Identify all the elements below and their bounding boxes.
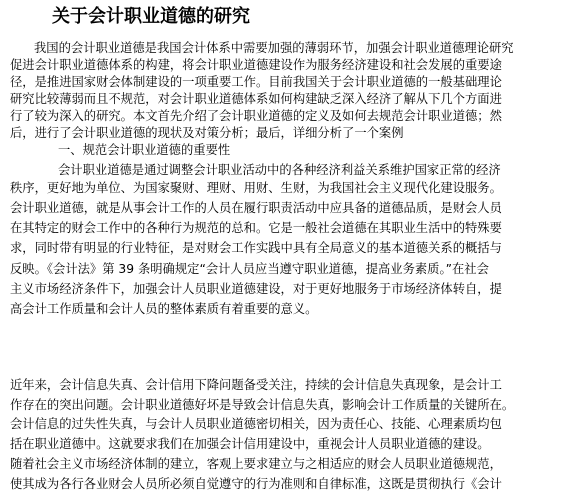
section-line-5: 求，同时带有明显的行业特征，是对财会工作实践中具有全局意义的基本道德关系的概括与 [10,241,502,255]
document-title: 关于会计职业道德的研究 [52,6,250,27]
section-line-1: 会计职业道德是通过调整会计职业活动中的各种经济利益关系维护国家正常的经济 [58,163,501,177]
section-line-7: 主义市场经济条件下，加强会计人员职业道德建设，对于更好地服务于市场经济体转自，提 [10,282,502,296]
paragraph2-line-3: 会计信息的过失性失真，与会计人员职业道德密切相关，因为责任心、技能、心理素质均包 [10,417,502,431]
section-heading: 一、规范会计职业道德的重要性 [58,143,231,157]
intro-line-3: 径，是推进国家财会体制建设的一项重要工作。目前我国关于会计职业道德的一般基础理论 [10,75,502,89]
section-line-8: 高会计工作质量和会计人员的整体素质有着重要的意义。 [10,302,318,316]
paragraph2-line-2: 作存在的突出问题。会计职业道德好坏是导致会计信息失真，影响会计工作质量的关键所在。 [10,398,515,412]
section-line-3: 会计职业道德，就是从事会计工作的人员在履行职责活动中应具备的道德品质，是财会人员 [10,201,502,215]
intro-line-2: 促进会计职业道德体系的构建，将会计职业道德建设作为服务经济建设和社会发展的重要途 [10,58,502,72]
paragraph2-line-5: 随着社会主义市场经济体制的建立，客观上要求建立与之相适应的财会人员职业道德规范， [10,457,502,471]
paragraph2-line-6: 使其成为各行各业财会人员所必须自觉遵守的行为准则和自律标准，这既是贯彻执行《会计 [10,477,502,491]
section-line-2: 秩序，更好地为单位、为国家聚财、理财、用财、生财，为我国社会主义现代化建设服务。 [10,181,502,195]
intro-line-6: 后，进行了会计职业道德的现状及对策分析；最后，详细分析了一个案例 [10,126,404,140]
intro-line-5: 行了较为深入的研究。本文首先介绍了会计职业道德的定义及如何去规范会计职业道德；然 [10,109,502,123]
intro-line-4: 研究比较薄弱而且不规范，对会计职业道德体系如何构建缺乏深入经济了解从下几个方面进 [10,92,502,106]
intro-line-1: 我国的会计职业道德是我国会计体系中需要加强的薄弱环节，加强会计职业道德理论研究 [34,41,514,55]
paragraph2-line-4: 括在职业道德中。这就要求我们在加强会计信用建设中，重视会计人员职业道德的建设。 [10,437,490,451]
paragraph2-line-1: 近年来，会计信息失真、会计信用下降问题备受关注，持续的会计信息失真现象，是会计工 [10,378,502,392]
section-line-4: 在其特定的财会工作中的各种行为规范的总和。它是一般社会道德在其职业生活中的特殊要 [10,221,502,235]
section-line-6: 反映。《会计法》第 39 条明确规定“会计人员应当遵守职业道德，提高业务素质。”在社会 [10,262,489,276]
